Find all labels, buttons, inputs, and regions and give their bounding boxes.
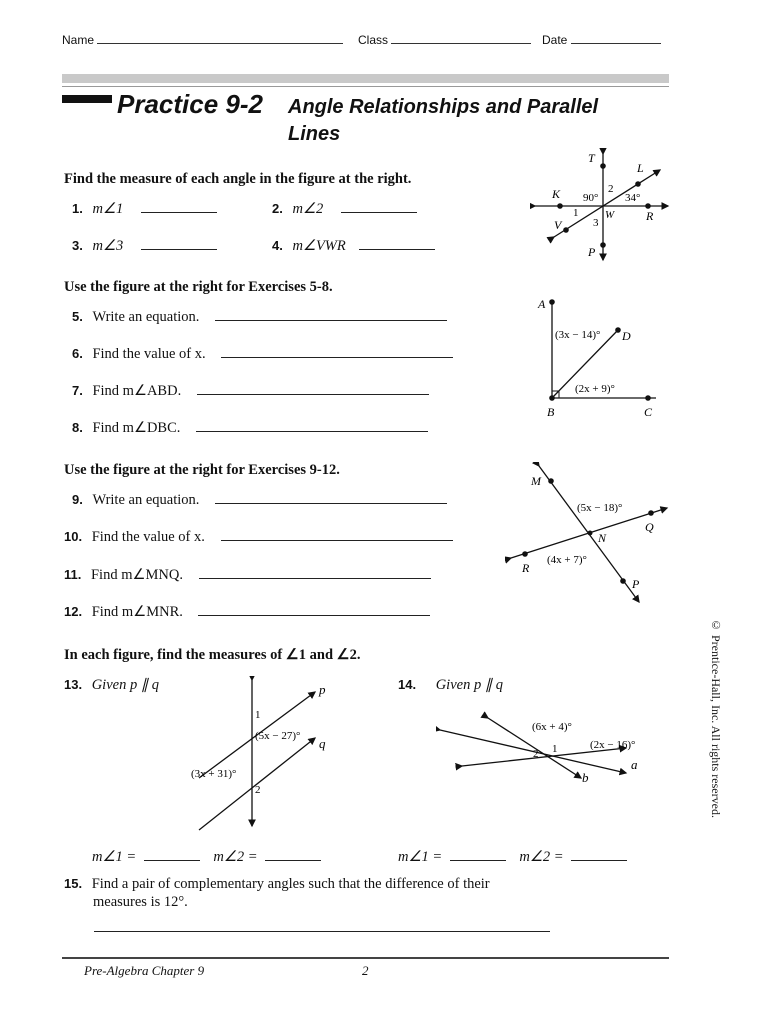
expr-5x-minus-27: (5x − 27)°	[255, 730, 301, 742]
question-4	[272, 238, 435, 255]
question-8	[72, 420, 428, 437]
q13-m2-blank[interactable]	[265, 860, 321, 861]
question-11	[64, 567, 431, 584]
practice-title: Practice 9-2	[117, 89, 263, 119]
q9-answer-blank[interactable]	[215, 503, 447, 504]
q10-number: 10.	[64, 529, 83, 544]
question-6	[72, 346, 453, 363]
label-P: P	[588, 245, 596, 259]
name-label: Name	[62, 33, 95, 47]
q13-answers	[92, 849, 321, 866]
q11-answer-blank[interactable]	[199, 578, 431, 579]
q13-m1-blank[interactable]	[144, 860, 200, 861]
expr-2x-minus-16: (2x − 16)°	[590, 739, 636, 751]
figure-1-intersecting-lines	[530, 148, 675, 263]
q6-number: 6.	[72, 346, 83, 361]
q5-answer-blank[interactable]	[215, 320, 447, 321]
footer-rule	[62, 957, 669, 959]
expr-4x-plus-7: (4x + 7)°	[547, 554, 587, 566]
class-label: Class	[358, 33, 389, 47]
question-1	[72, 201, 217, 218]
angle-2-label: 2	[255, 784, 261, 796]
question-14	[398, 677, 503, 694]
date-label-row	[542, 33, 661, 47]
expr-3x-plus-31: (3x + 31)°	[191, 768, 237, 780]
q7-answer-blank[interactable]	[197, 394, 429, 395]
q14-answers	[398, 849, 627, 866]
q13-number: 13.	[64, 677, 83, 692]
q10-answer-blank[interactable]	[221, 540, 453, 541]
angle-1-label: 1	[255, 709, 261, 721]
label-D: D	[622, 329, 631, 343]
q15-line2: measures is 12°.	[93, 894, 188, 910]
section4-instruction: In each figure, find the measures of ∠1 and ∠2.	[64, 647, 361, 663]
footer-book: Pre-Algebra Chapter 9	[84, 963, 205, 978]
angle-34-label: 34°	[625, 192, 641, 204]
figure-13-parallel-lines	[185, 676, 345, 831]
angle-2-label: 2	[608, 183, 614, 195]
q15-answer-blank[interactable]	[94, 931, 550, 932]
q14-m1-label: m∠1 =	[398, 849, 443, 865]
title-rule-thin	[62, 86, 669, 87]
question-10	[64, 529, 453, 546]
label-R: R	[522, 561, 530, 575]
angle-3-label: 3	[593, 217, 599, 229]
q3-text: m∠3	[92, 238, 124, 254]
q8-answer-blank[interactable]	[196, 431, 428, 432]
q4-text: m∠VWR	[292, 238, 346, 254]
angle-1-label: 1	[552, 743, 558, 755]
figure-2-right-angle	[530, 292, 670, 422]
label-P: P	[632, 577, 640, 591]
expr-2x-plus-9: (2x + 9)°	[575, 383, 615, 395]
q1-number: 1.	[72, 201, 83, 216]
date-label: Date	[542, 33, 568, 47]
label-Q: Q	[645, 520, 654, 534]
q4-number: 4.	[272, 238, 283, 253]
question-7	[72, 383, 429, 400]
q9-text: Write an equation.	[92, 492, 200, 508]
q10-text: Find the value of x.	[91, 529, 205, 545]
q6-text: Find the value of x.	[92, 346, 206, 362]
q12-answer-blank[interactable]	[198, 615, 430, 616]
q1-text: m∠1	[92, 201, 124, 217]
q9-number: 9.	[72, 492, 83, 507]
figure-3-intersecting-lines	[505, 462, 670, 607]
section2-instruction: Use the figure at the right for Exercises 5-8.	[64, 279, 333, 295]
copyright-notice: © Prentice-Hall, Inc. All rights reserved.	[709, 618, 723, 818]
date-field[interactable]	[571, 33, 661, 44]
q14-text: Given p ∥ q	[435, 677, 503, 693]
angle-1-label: 1	[573, 207, 579, 219]
question-15	[64, 875, 490, 911]
label-q: q	[319, 736, 326, 751]
q14-m1-blank[interactable]	[450, 860, 506, 861]
q15-line1: Find a pair of complementary angles such that the difference of their	[91, 876, 490, 892]
q14-m2-blank[interactable]	[571, 860, 627, 861]
q6-answer-blank[interactable]	[221, 357, 453, 358]
expr-6x-plus-4: (6x + 4)°	[532, 721, 572, 733]
topic-title-line2: Lines	[288, 123, 341, 145]
name-field[interactable]	[97, 33, 343, 44]
label-C: C	[644, 405, 653, 419]
topic-title	[288, 94, 598, 148]
label-A: A	[538, 297, 546, 311]
q12-text: Find m∠MNR.	[91, 604, 183, 620]
label-R: R	[646, 209, 654, 223]
q5-number: 5.	[72, 309, 83, 324]
topic-title-line1: Angle Relationships and Parallel	[288, 96, 599, 118]
q8-number: 8.	[72, 420, 83, 435]
label-T: T	[588, 151, 595, 165]
label-K: K	[552, 187, 561, 201]
section3-instruction: Use the figure at the right for Exercises 9-12.	[64, 462, 340, 478]
q15-number: 15.	[64, 876, 83, 891]
q4-answer-blank[interactable]	[359, 249, 435, 250]
question-13	[64, 677, 159, 694]
question-2	[272, 201, 417, 218]
label-L: L	[637, 161, 644, 175]
q7-number: 7.	[72, 383, 83, 398]
label-W: W	[605, 209, 615, 221]
q14-number: 14.	[398, 677, 417, 692]
q12-number: 12.	[64, 604, 83, 619]
label-a: a	[631, 757, 638, 772]
q8-text: Find m∠DBC.	[92, 420, 181, 436]
label-b: b	[582, 770, 589, 785]
angle-2-label: 2	[533, 748, 539, 760]
footer-page-number: 2	[362, 963, 369, 978]
angle-90-label: 90°	[583, 192, 599, 204]
q11-text: Find m∠MNQ.	[90, 567, 183, 583]
expr-5x-minus-18: (5x − 18)°	[577, 502, 623, 514]
label-V: V	[554, 218, 562, 232]
q1-answer-blank[interactable]	[141, 212, 217, 213]
label-M: M	[531, 474, 541, 488]
section1-instruction: Find the measure of each angle in the figure at the right.	[64, 171, 412, 187]
q5-text: Write an equation.	[92, 309, 200, 325]
q14-m2-label: m∠2 =	[519, 849, 564, 865]
question-9	[72, 492, 447, 509]
question-3	[72, 238, 217, 255]
q13-text: Given p ∥ q	[91, 677, 159, 693]
q3-number: 3.	[72, 238, 83, 253]
class-label-row	[358, 33, 531, 47]
title-black-bar	[62, 95, 112, 103]
q7-text: Find m∠ABD.	[92, 383, 182, 399]
question-12	[64, 604, 430, 621]
class-field[interactable]	[391, 33, 531, 44]
q3-answer-blank[interactable]	[141, 249, 217, 250]
q13-m1-label: m∠1 =	[92, 849, 137, 865]
label-p: p	[319, 682, 326, 697]
q2-text: m∠2	[292, 201, 324, 217]
expr-3x-minus-14: (3x − 14)°	[555, 329, 601, 341]
question-5	[72, 309, 447, 326]
q13-m2-label: m∠2 =	[213, 849, 258, 865]
title-rule-gray	[62, 74, 669, 83]
label-B: B	[547, 405, 555, 419]
q2-answer-blank[interactable]	[341, 212, 417, 213]
name-label-row	[62, 33, 343, 47]
figure-14-parallel-lines	[436, 710, 656, 790]
q11-number: 11.	[64, 567, 82, 582]
q2-number: 2.	[272, 201, 283, 216]
label-N: N	[598, 531, 607, 545]
